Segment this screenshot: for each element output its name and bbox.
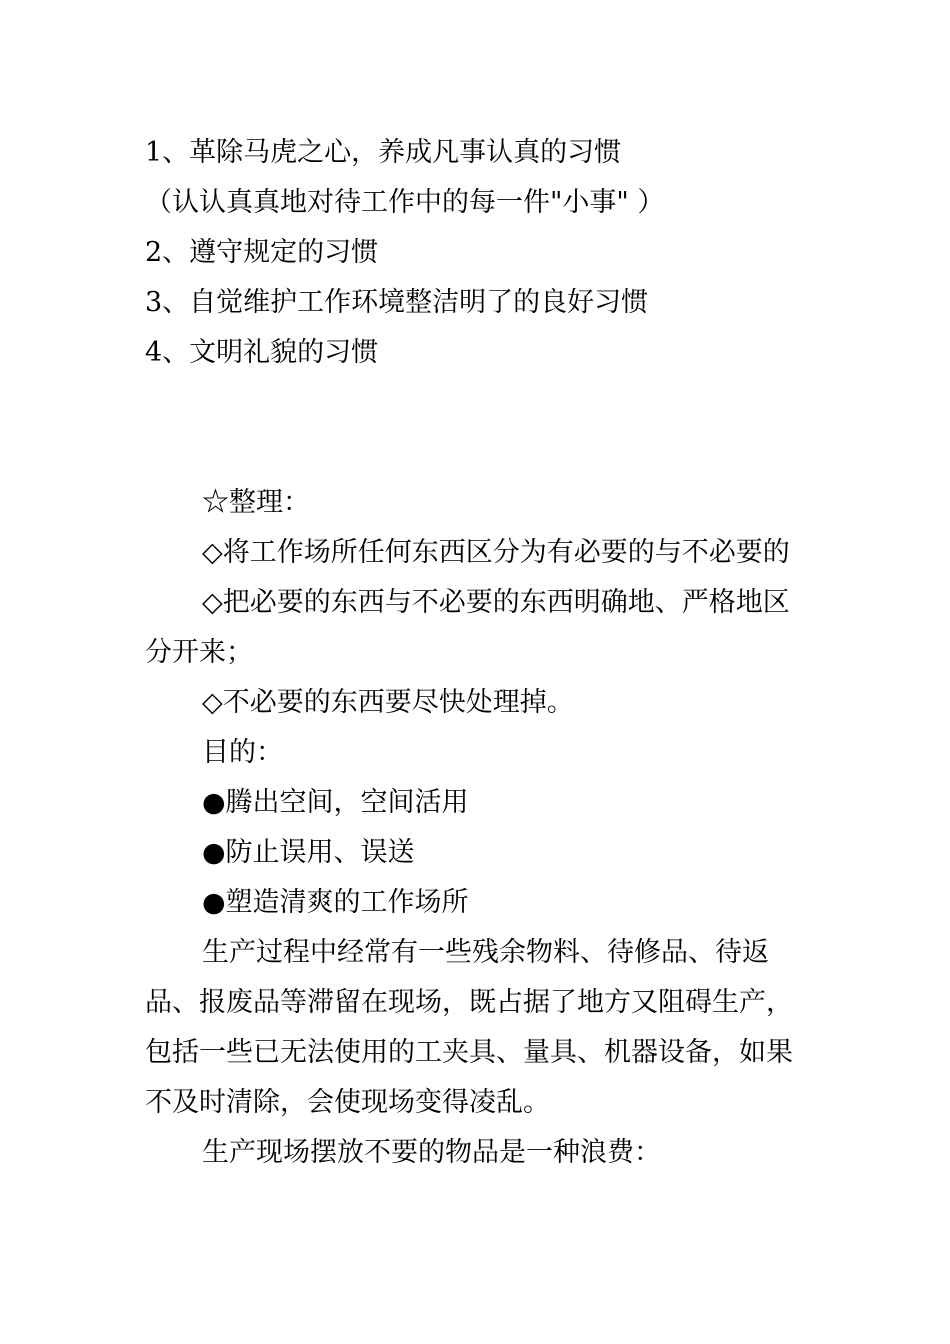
habit-item-1: 1、革除马虎之心，养成凡事认真的习惯: [145, 137, 622, 168]
body-paragraph-1: 生产过程中经常有一些残余物料、待修品、待返品、报废品等滞留在现场，既占据了地方又阻碍生产，包括一些已无法使用的工夹具、量具、机器设备，如果不及时清除，会使现场变得凌乱。: [145, 937, 793, 1118]
habit-item-1-note: （认认真真地对待工作中的每一件"小事" ）: [145, 187, 665, 218]
habit-item-2: 2、遵守规定的习惯: [145, 237, 379, 268]
document-body: [145, 128, 815, 1178]
body-paragraph-2: 生产现场摆放不要的物品是一种浪费：: [202, 1137, 661, 1168]
purpose-label: 目的：: [202, 737, 283, 768]
habit-item-4: 4、文明礼貌的习惯: [145, 337, 379, 368]
purpose-item-2: ●防止误用、误送: [202, 837, 415, 868]
purpose-item-1: ●腾出空间，空间活用: [202, 787, 469, 818]
habit-item-3: 3、自觉维护工作环境整洁明了的良好习惯: [145, 287, 649, 318]
purpose-item-3: ●塑造清爽的工作场所: [202, 887, 469, 918]
sort-point-3: ◇不必要的东西要尽快处理掉。: [202, 687, 574, 718]
section-spacer: [145, 378, 815, 478]
sort-point-2: ◇把必要的东西与不必要的东西明确地、严格地区分开来；: [145, 587, 790, 668]
sort-point-1: ◇将工作场所任何东西区分为有必要的与不必要的: [202, 537, 790, 568]
sort-heading: ☆整理：: [202, 487, 310, 518]
